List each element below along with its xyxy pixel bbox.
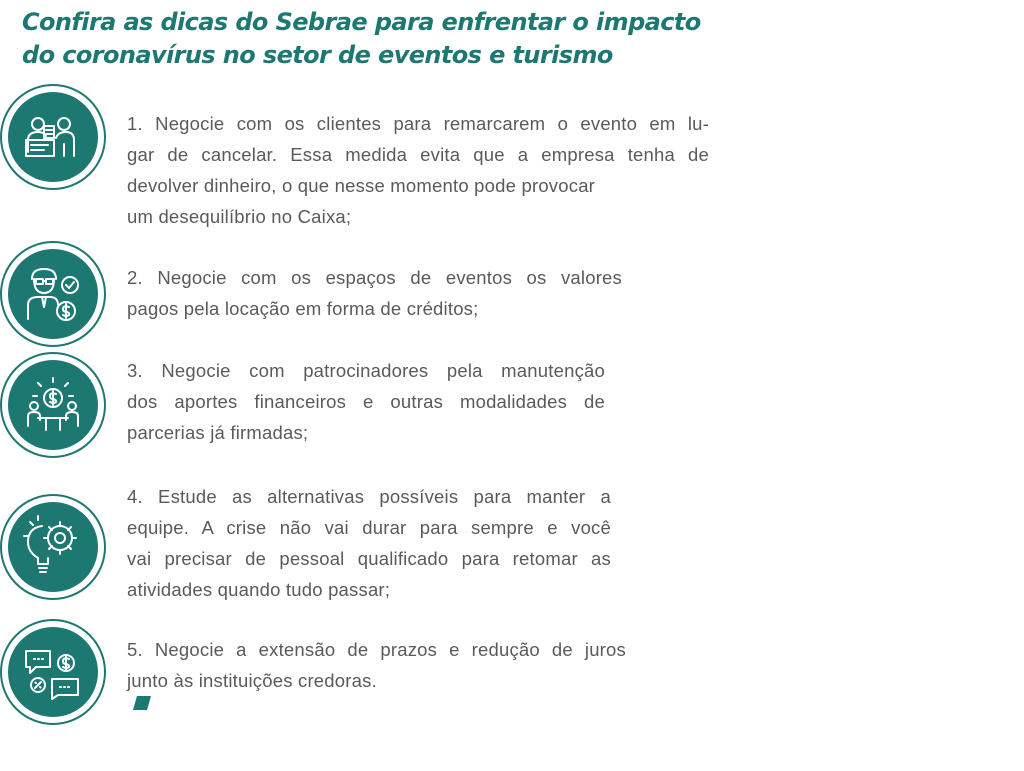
tip-3-text: 3. Negocie com patrocinadores pela manutenção dos aportes financeiros e outras modalidades de parcerias já firmadas; — [127, 360, 605, 443]
tip-2-text: 2. Negocie com os espaços de eventos os valores pagos pela locação em forma de créditos; — [127, 267, 622, 319]
end-mark-icon — [133, 696, 151, 710]
tip-4-text: 4. Estude as alternativas possíveis para manter a equipe. A crise não vai durar para sempre e você vai precisar de pessoal qualificado para retomar as atividades quando tudo passar; — [127, 486, 611, 600]
page-title — [22, 6, 782, 72]
idea-gear-icon — [0, 494, 106, 600]
negotiation-icon — [0, 84, 106, 190]
finance-chat-icon — [0, 619, 106, 725]
businessman-money-icon — [0, 241, 106, 347]
title-line-1: Confira as dicas do Sebrae para enfrentar o impacto — [22, 8, 701, 36]
tip-1-text: 1. Negocie com os clientes para remarcarem o evento em lu- gar de cancelar. Essa medida evita que a empresa tenha de devolver dinheiro, o que nesse momento pode provocar um desequilíbrio no Caixa; — [127, 113, 709, 227]
title-line-2: do coronavírus no setor de eventos e turismo — [22, 41, 613, 69]
tip-5-text: 5. Negocie a extensão de prazos e redução de juros junto às instituições credoras. — [127, 634, 626, 710]
sponsor-meeting-icon — [0, 352, 106, 458]
